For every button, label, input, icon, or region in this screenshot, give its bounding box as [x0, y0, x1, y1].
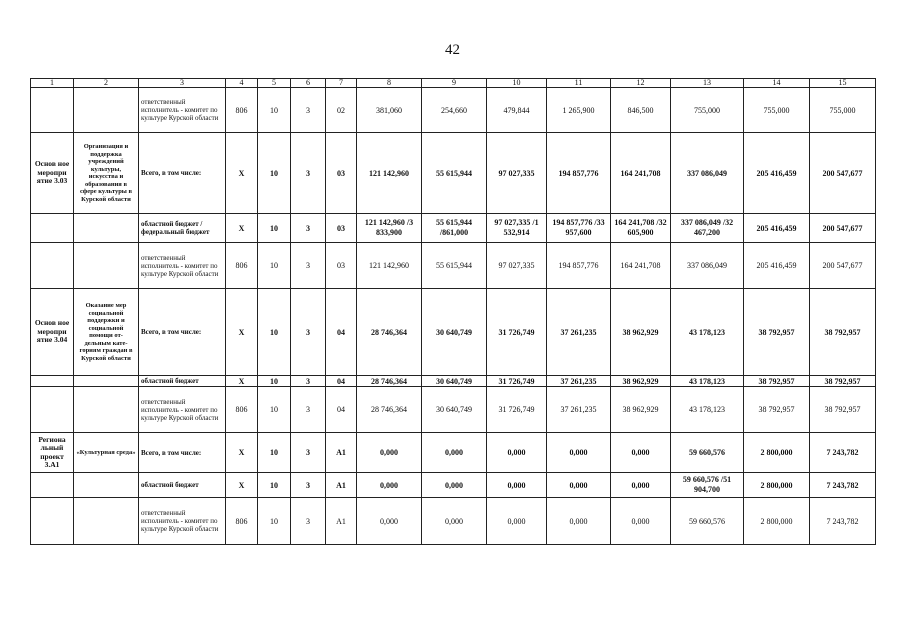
event-name-cell: [74, 376, 139, 387]
target-article-cell: А1: [326, 498, 357, 545]
grbs-cell: 806: [226, 498, 258, 545]
section-cell: 10: [258, 387, 291, 433]
table-row: [31, 433, 876, 473]
value-cell: 205 416,459: [744, 133, 810, 214]
value-cell: 0,000: [487, 433, 547, 473]
funding-source-cell: областной бюджет /федеральный бюджет: [139, 214, 226, 243]
section-cell: 10: [258, 243, 291, 289]
value-cell: 121 142,960 /3 833,900: [357, 214, 422, 243]
value-cell: 2 800,000: [744, 433, 810, 473]
table-row: [31, 243, 876, 289]
value-cell: 0,000: [487, 473, 547, 498]
value-cell: 0,000: [611, 498, 671, 545]
value-cell: 479,844: [487, 88, 547, 133]
table-row: [31, 214, 876, 243]
target-article-cell: А1: [326, 433, 357, 473]
event-code-cell: [31, 88, 74, 133]
funding-source-cell: Всего, в том числе:: [139, 289, 226, 376]
value-cell: 121 142,960: [357, 243, 422, 289]
value-cell: 846,500: [611, 88, 671, 133]
value-cell: 38 962,929: [611, 376, 671, 387]
subsection-cell: 3: [291, 214, 326, 243]
value-cell: 755,000: [744, 88, 810, 133]
value-cell: 59 660,576 /51 904,700: [671, 473, 744, 498]
event-code-cell: [31, 498, 74, 545]
value-cell: 0,000: [487, 498, 547, 545]
table-row: [31, 88, 876, 133]
value-cell: 121 142,960: [357, 133, 422, 214]
value-cell: 337 086,049: [671, 133, 744, 214]
value-cell: 55 615,944: [422, 243, 487, 289]
subsection-cell: 3: [291, 133, 326, 214]
funding-source-cell: областной бюджет: [139, 473, 226, 498]
value-cell: 2 800,000: [744, 498, 810, 545]
value-cell: 755,000: [810, 88, 876, 133]
value-cell: 1 265,900: [547, 88, 611, 133]
value-cell: 38 792,957: [744, 376, 810, 387]
value-cell: 0,000: [357, 433, 422, 473]
section-cell: 10: [258, 433, 291, 473]
target-article-cell: 03: [326, 214, 357, 243]
funding-source-cell: областной бюджет: [139, 376, 226, 387]
funding-source-cell: ответственный исполнитель - комитет по культуре Курской области: [139, 498, 226, 545]
table-row: [31, 133, 876, 214]
value-cell: 37 261,235: [547, 376, 611, 387]
target-article-cell: 04: [326, 376, 357, 387]
value-cell: 194 857,776: [547, 243, 611, 289]
event-name-cell: [74, 473, 139, 498]
value-cell: 28 746,364: [357, 376, 422, 387]
grbs-cell: 806: [226, 243, 258, 289]
value-cell: 28 746,364: [357, 387, 422, 433]
value-cell: 38 792,957: [810, 376, 876, 387]
value-cell: 0,000: [422, 473, 487, 498]
table-row: [31, 498, 876, 545]
value-cell: 200 547,677: [810, 214, 876, 243]
value-cell: 43 178,123: [671, 289, 744, 376]
value-cell: 0,000: [547, 433, 611, 473]
value-cell: 164 241,708 /32 605,900: [611, 214, 671, 243]
value-cell: 7 243,782: [810, 433, 876, 473]
value-cell: 30 640,749: [422, 387, 487, 433]
value-cell: 38 792,957: [810, 387, 876, 433]
grbs-cell: Х: [226, 214, 258, 243]
target-article-cell: 02: [326, 88, 357, 133]
header-cell: 5: [258, 79, 291, 88]
value-cell: 337 086,049 /32 467,200: [671, 214, 744, 243]
subsection-cell: 3: [291, 433, 326, 473]
table-row: [31, 289, 876, 376]
grbs-cell: 806: [226, 88, 258, 133]
value-cell: 0,000: [611, 433, 671, 473]
value-cell: 0,000: [357, 473, 422, 498]
event-code-cell: [31, 387, 74, 433]
value-cell: 200 547,677: [810, 243, 876, 289]
value-cell: 0,000: [357, 498, 422, 545]
value-cell: 38 962,929: [611, 387, 671, 433]
grbs-cell: Х: [226, 133, 258, 214]
value-cell: 164 241,708: [611, 243, 671, 289]
value-cell: 55 615,944 /861,000: [422, 214, 487, 243]
section-cell: 10: [258, 88, 291, 133]
header-cell: 14: [744, 79, 810, 88]
budget-table: [30, 78, 876, 545]
table-row: [31, 473, 876, 498]
event-code-cell: Основ ное меропри ятие 3.04: [31, 289, 74, 376]
header-cell: 3: [139, 79, 226, 88]
subsection-cell: 3: [291, 88, 326, 133]
event-code-cell: Основ ное меропри ятие 3.03: [31, 133, 74, 214]
section-cell: 10: [258, 214, 291, 243]
value-cell: 755,000: [671, 88, 744, 133]
funding-source-cell: ответственный исполнитель - комитет по культуре Курской области: [139, 243, 226, 289]
funding-source-cell: ответственный исполнитель - комитет по культуре Курской области: [139, 88, 226, 133]
funding-source-cell: Всего, в том числе:: [139, 133, 226, 214]
value-cell: 164 241,708: [611, 133, 671, 214]
header-cell: 8: [357, 79, 422, 88]
value-cell: 59 660,576: [671, 433, 744, 473]
event-name-cell: [74, 88, 139, 133]
value-cell: 0,000: [547, 498, 611, 545]
header-cell: 15: [810, 79, 876, 88]
grbs-cell: Х: [226, 473, 258, 498]
target-article-cell: А1: [326, 473, 357, 498]
value-cell: 97 027,335: [487, 243, 547, 289]
event-name-cell: [74, 214, 139, 243]
page-number: 42: [445, 42, 460, 58]
target-article-cell: 04: [326, 387, 357, 433]
section-cell: 10: [258, 133, 291, 214]
grbs-cell: Х: [226, 376, 258, 387]
value-cell: 0,000: [422, 498, 487, 545]
value-cell: 38 792,957: [810, 289, 876, 376]
target-article-cell: 04: [326, 289, 357, 376]
table-row: [31, 387, 876, 433]
event-code-cell: [31, 214, 74, 243]
event-name-cell: Организация и поддержка учреждений культуры, искусства и образования в сфере культуры в Курской области: [74, 133, 139, 214]
subsection-cell: 3: [291, 376, 326, 387]
value-cell: 97 027,335 /1 532,914: [487, 214, 547, 243]
value-cell: 337 086,049: [671, 243, 744, 289]
table-row: [31, 376, 876, 387]
value-cell: 38 792,957: [744, 289, 810, 376]
event-name-cell: [74, 387, 139, 433]
value-cell: 38 792,957: [744, 387, 810, 433]
subsection-cell: 3: [291, 289, 326, 376]
value-cell: 97 027,335: [487, 133, 547, 214]
value-cell: 55 615,944: [422, 133, 487, 214]
header-cell: 11: [547, 79, 611, 88]
header-cell: 10: [487, 79, 547, 88]
value-cell: 2 800,000: [744, 473, 810, 498]
header-cell: 12: [611, 79, 671, 88]
header-cell: 9: [422, 79, 487, 88]
value-cell: 30 640,749: [422, 289, 487, 376]
value-cell: 43 178,123: [671, 387, 744, 433]
value-cell: 194 857,776 /33 957,600: [547, 214, 611, 243]
target-article-cell: 03: [326, 243, 357, 289]
header-cell: 2: [74, 79, 139, 88]
grbs-cell: 806: [226, 387, 258, 433]
header-row: [31, 79, 876, 88]
event-code-cell: [31, 376, 74, 387]
value-cell: 200 547,677: [810, 133, 876, 214]
event-name-cell: [74, 243, 139, 289]
value-cell: 205 416,459: [744, 214, 810, 243]
value-cell: 0,000: [547, 473, 611, 498]
funding-source-cell: ответственный исполнитель - комитет по культуре Курской области: [139, 387, 226, 433]
value-cell: 37 261,235: [547, 387, 611, 433]
value-cell: 381,060: [357, 88, 422, 133]
section-cell: 10: [258, 376, 291, 387]
event-code-cell: [31, 473, 74, 498]
subsection-cell: 3: [291, 498, 326, 545]
section-cell: 10: [258, 289, 291, 376]
value-cell: 43 178,123: [671, 376, 744, 387]
section-cell: 10: [258, 498, 291, 545]
value-cell: 0,000: [422, 433, 487, 473]
event-name-cell: «Культурная среда»: [74, 433, 139, 473]
value-cell: 31 726,749: [487, 376, 547, 387]
grbs-cell: Х: [226, 433, 258, 473]
grbs-cell: Х: [226, 289, 258, 376]
value-cell: 7 243,782: [810, 498, 876, 545]
header-cell: 1: [31, 79, 74, 88]
value-cell: 59 660,576: [671, 498, 744, 545]
value-cell: 30 640,749: [422, 376, 487, 387]
header-cell: 6: [291, 79, 326, 88]
funding-source-cell: Всего, в том числе:: [139, 433, 226, 473]
event-name-cell: Оказание мер социальной поддержки и социальной помощи от-дельным кате-гориям граждан в Курской области: [74, 289, 139, 376]
value-cell: 37 261,235: [547, 289, 611, 376]
value-cell: 31 726,749: [487, 289, 547, 376]
subsection-cell: 3: [291, 387, 326, 433]
subsection-cell: 3: [291, 243, 326, 289]
header-cell: 13: [671, 79, 744, 88]
target-article-cell: 03: [326, 133, 357, 214]
event-name-cell: [74, 498, 139, 545]
subsection-cell: 3: [291, 473, 326, 498]
value-cell: 31 726,749: [487, 387, 547, 433]
value-cell: 0,000: [611, 473, 671, 498]
value-cell: 194 857,776: [547, 133, 611, 214]
value-cell: 7 243,782: [810, 473, 876, 498]
value-cell: 28 746,364: [357, 289, 422, 376]
section-cell: 10: [258, 473, 291, 498]
header-cell: 7: [326, 79, 357, 88]
event-code-cell: Регионa льный проект 3.А1: [31, 433, 74, 473]
value-cell: 254,660: [422, 88, 487, 133]
value-cell: 205 416,459: [744, 243, 810, 289]
value-cell: 38 962,929: [611, 289, 671, 376]
event-code-cell: [31, 243, 74, 289]
header-cell: 4: [226, 79, 258, 88]
